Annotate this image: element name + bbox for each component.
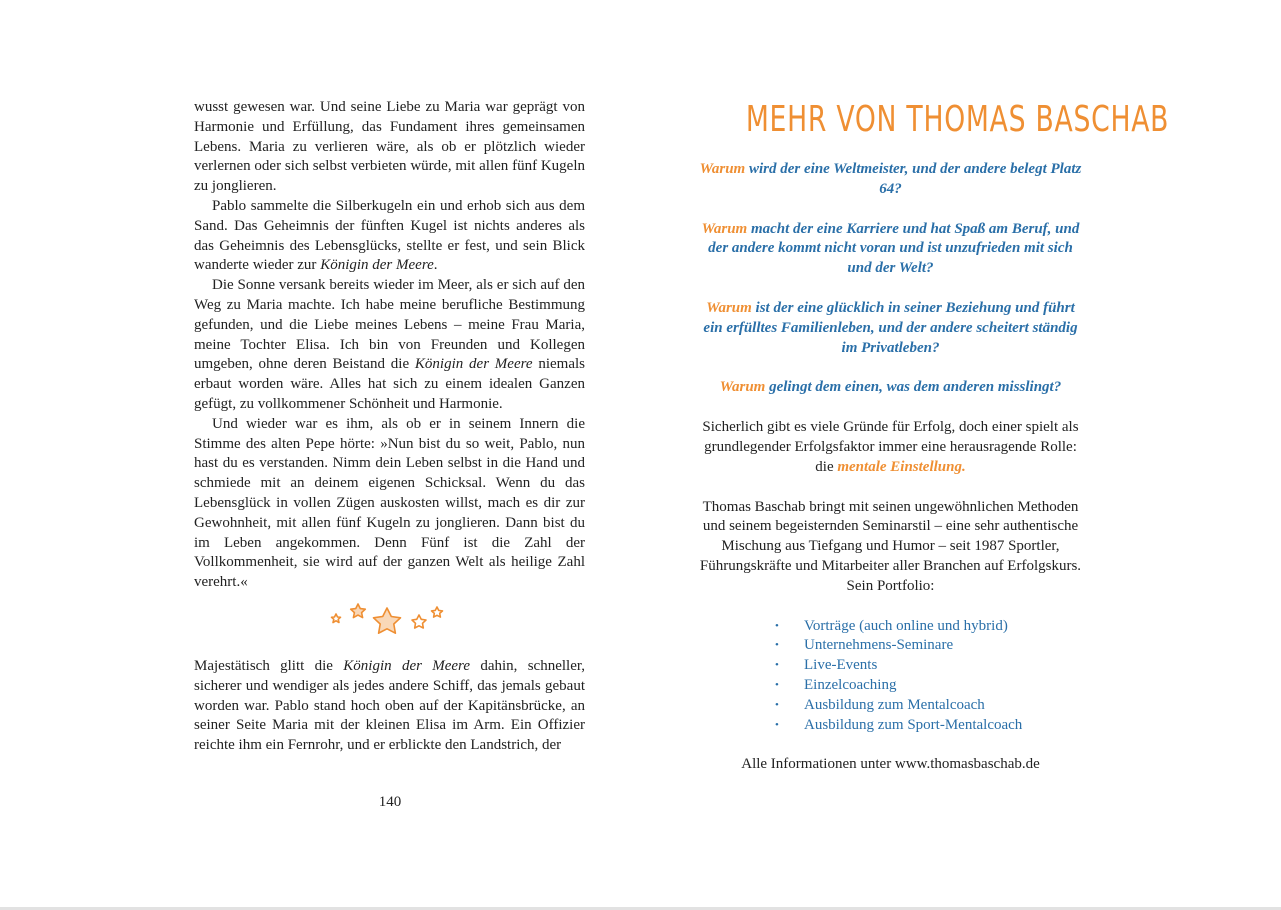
bullet-icon: • xyxy=(775,619,779,632)
paragraph: Majestätisch glitt die Königin der Meere dahin, schneller, sicherer und wendiger als jedes andere Schiff, das jemals gebaut worden war. Pablo stand hoch oben auf der Kapitänsbrücke, an seiner Seite Maria mit der kleinen Elisa im Arm. Ein Offizier reichte ihm ein Fernrohr, und er erblickte den Landstrich, der xyxy=(194,657,586,754)
ship-name: Königin der Meere xyxy=(343,657,470,674)
question: Warum ist der eine glücklich in seiner Beziehung und führt ein erfülltes Familienleben, und der andere scheitert ständig im Privatleben? xyxy=(703,299,1078,356)
paragraph: Die Sonne versank bereits wieder im Meer, als er sich auf den Weg zu Maria machte. Ich habe meine berufliche Bestimmung gefunden, und die Liebe meines Lebens – meine Frau Maria, meine Tochter Elisa. Ich bin von Freunden und Kollegen umgeben, ohne deren Beistand die Königin der Meere niemals erbaut worden wäre. Alles hat sich zu einem idealen Ganzen gefügt, zu vollkommener Schönheit und Harmonie. xyxy=(194,277,585,412)
bullet-icon: • xyxy=(775,639,779,652)
bullet-icon: • xyxy=(775,678,779,691)
list-item: • Einzelcoaching xyxy=(775,676,1075,696)
list-item: • Ausbildung zum Mentalcoach xyxy=(775,696,1075,716)
bullet-icon: • xyxy=(775,698,779,711)
star-icon xyxy=(412,615,426,628)
emphasis: mentale Einstellung. xyxy=(837,458,966,475)
right-page xyxy=(695,98,1170,795)
description-text: Thomas Baschab bringt mit seinen ungewöhnlichen Methoden und seinem begeisternden Seminarstil – eine sehr authentische Mischung aus Tiefgang und Humor – seit 1987 Sportler, Führungskräfte und Mitarbeiter aller Branchen auf Erfolgskurs. Sein Portfolio: xyxy=(699,498,1082,594)
portfolio-list xyxy=(775,617,1075,736)
bullet-icon: • xyxy=(775,718,779,731)
left-page xyxy=(194,98,585,756)
question: Warum gelingt dem einen, was dem anderen misslingt? xyxy=(719,379,1062,396)
star-icon xyxy=(432,607,443,617)
question: Warum macht der eine Karriere und hat Spaß am Beruf, und der andere kommt nicht voran und ist unzufrieden mit sich und der Welt? xyxy=(701,220,1080,277)
question: Warum wird der eine Weltmeister, und der andere belegt Platz 64? xyxy=(699,161,1082,197)
list-item: • Vorträge (auch online und hybrid) xyxy=(775,617,1075,637)
list-item: • Ausbildung zum Sport-Mentalcoach xyxy=(775,716,1075,736)
page-title: MEHR VON THOMAS BASCHAB xyxy=(745,99,1170,140)
intro-text: Sicherlich gibt es viele Gründe für Erfolg, doch einer spielt als grundlegender Erfolgsfaktor immer eine herausragende Rolle: die mentale Einstellung. xyxy=(702,419,1079,475)
list-item: • Unternehmens-Seminare xyxy=(775,636,1075,656)
list-item: • Live-Events xyxy=(775,656,1075,676)
ship-name: Königin der Meere xyxy=(320,257,434,274)
footer-text: Alle Informationen unter www.thomasbaschab.de xyxy=(741,756,1040,773)
paragraph: Und wieder war es ihm, als ob er in seinem Innern die Stimme des alten Pepe hörte: »Nun bist du so weit, Pablo, nun hast du es verstanden. Nimm dein Leben selbst in die Hand und schmiede mit an deinem eigenen Schicksal. Wenn du das Lebensglück in vollen Zügen auskosten willst, mach es dir zur Gewohnheit, mit allen fünf Kugeln zu jonglieren. Dann bist du im Leben angekommen. Denn Fünf ist die Zahl der Vollkommenheit, sie wird auf der ganzen Welt als heilige Zahl verehrt.« xyxy=(194,415,585,591)
paragraph: Pablo sammelte die Silberkugeln ein und erhob sich aus dem Sand. Das Geheimnis der fünften Kugel ist nichts anderes als das Geheimnis des Lebensglücks, stellte er fest, und sein Blick wanderte wieder zur Königin der Meere. xyxy=(194,197,585,274)
paragraph: wusst gewesen war. Und seine Liebe zu Maria war geprägt von Harmonie und Erfüllung, das Fundament ihres gemeinsamen Lebens. Maria zu verlieren wäre, als ob er plötzlich wieder verlernen oder sich selbst verbieten würde, mit allen fünf Kugeln zu jonglieren. xyxy=(194,99,585,195)
ship-name: Königin der Meere xyxy=(414,356,533,373)
star-ornament xyxy=(327,601,447,641)
page-number: 140 xyxy=(378,794,402,810)
star-icon xyxy=(332,614,341,623)
bullet-icon: • xyxy=(775,659,779,672)
